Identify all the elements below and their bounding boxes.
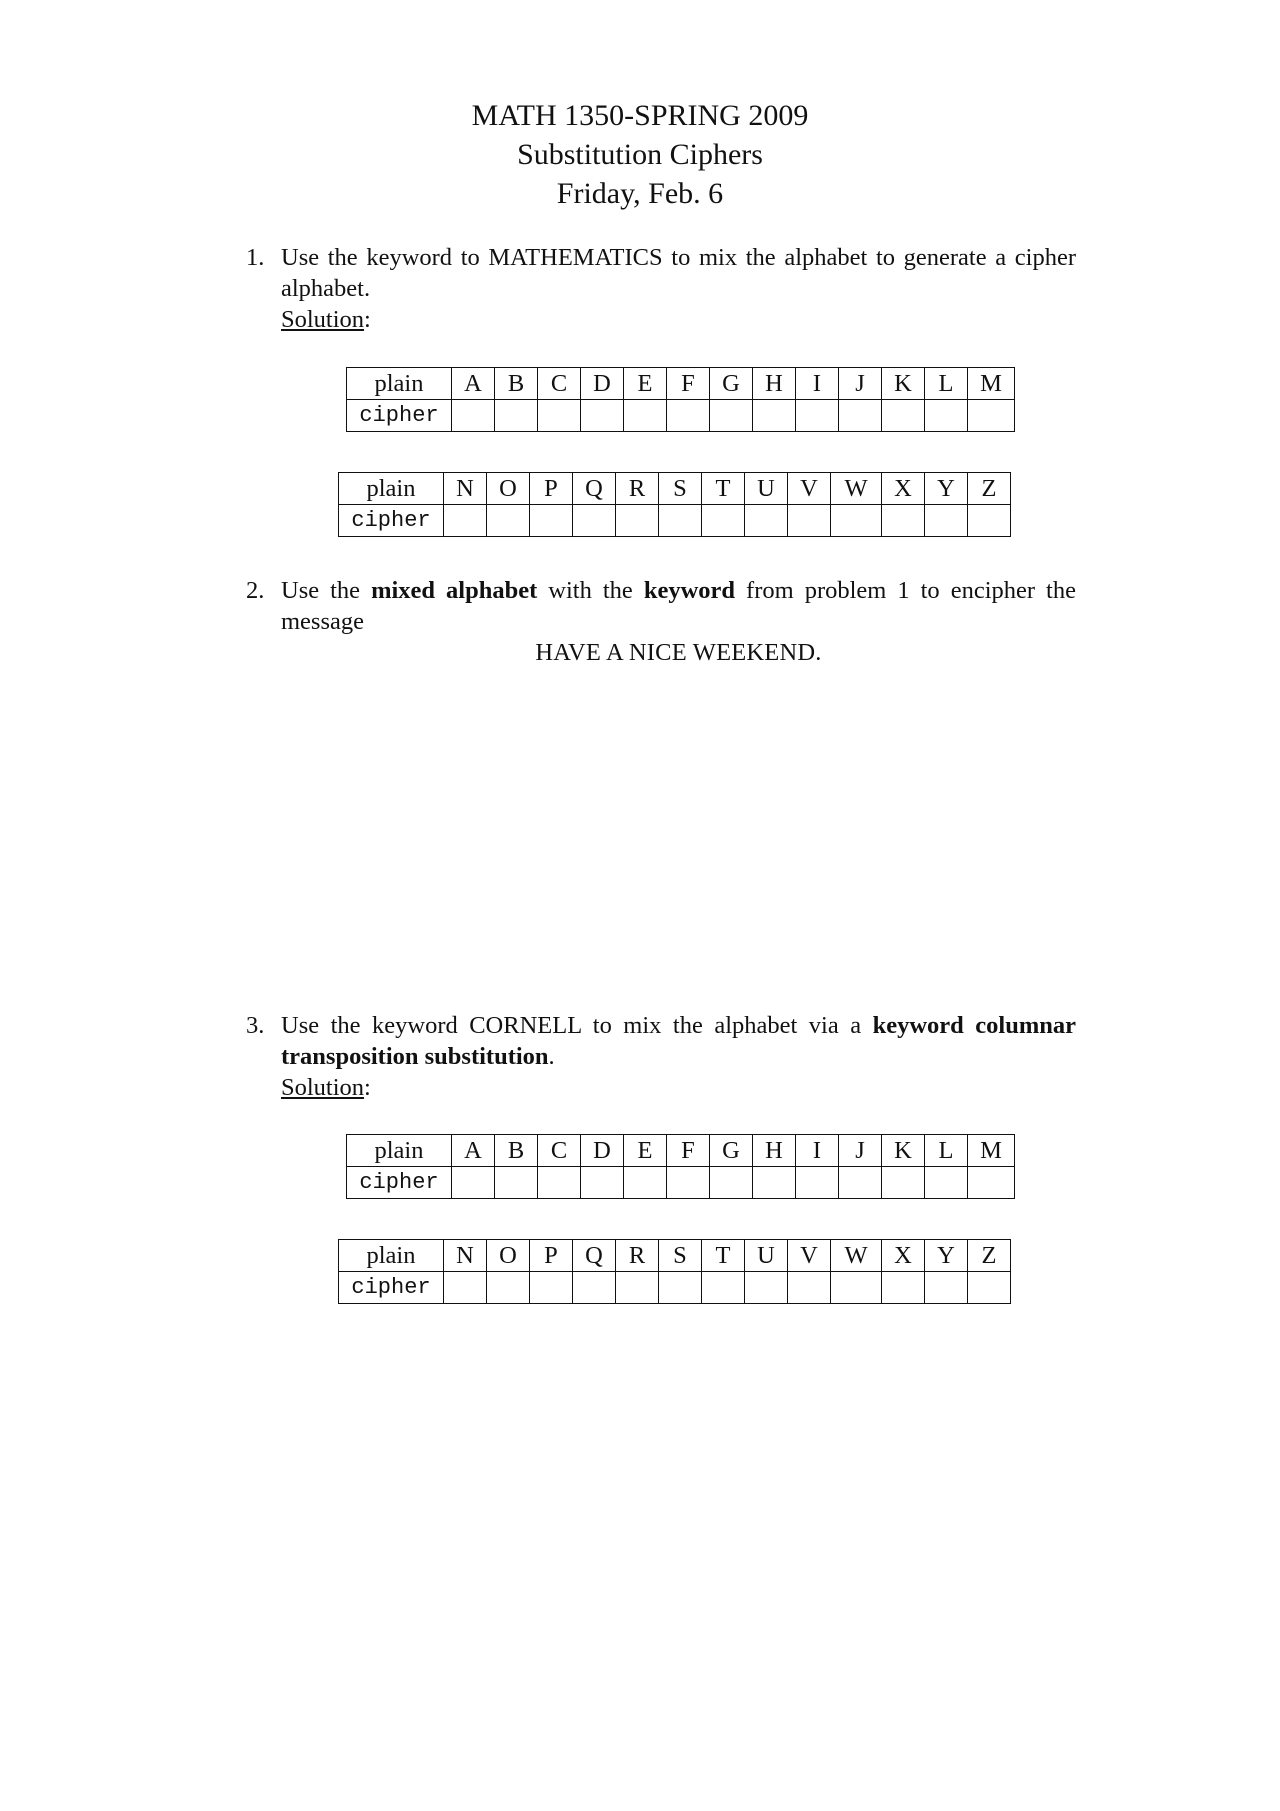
plain-letter: D: [581, 368, 624, 400]
plain-letter: I: [796, 1135, 839, 1167]
cipher-cell[interactable]: [624, 400, 667, 432]
cipher-cell[interactable]: [659, 1272, 702, 1304]
plain-letter: O: [487, 473, 530, 505]
plain-letter: Z: [968, 1240, 1011, 1272]
plain-letter: P: [530, 1240, 573, 1272]
solution-label: Solution: [281, 1074, 365, 1101]
plain-letter: I: [796, 368, 839, 400]
solution-label: Solution: [281, 306, 365, 333]
cipher-cell[interactable]: [581, 1167, 624, 1199]
cipher-cell[interactable]: [968, 1167, 1015, 1199]
problem-text: Use the keyword CORNELL to mix the alphabet via a: [281, 1012, 873, 1039]
cipher-cell[interactable]: [839, 400, 882, 432]
problem-text: Use the: [281, 577, 372, 604]
plain-letter: M: [968, 368, 1015, 400]
plain-letter: B: [495, 368, 538, 400]
cipher-table-n-z-1: [338, 472, 1011, 537]
cipher-table-a-m-3: [346, 1134, 1015, 1199]
plain-letter: H: [753, 1135, 796, 1167]
plain-letter: L: [925, 368, 968, 400]
plain-letter: T: [702, 473, 745, 505]
plain-letter: S: [659, 473, 702, 505]
page-title: [0, 96, 1280, 213]
plain-letter: W: [831, 473, 882, 505]
message-to-encipher: HAVE A NICE WEEKEND.: [535, 639, 822, 666]
cipher-cell[interactable]: [487, 505, 530, 537]
cipher-cell[interactable]: [753, 400, 796, 432]
plain-letter: L: [925, 1135, 968, 1167]
plain-letter: Y: [925, 1240, 968, 1272]
cipher-row: [347, 400, 1015, 432]
cipher-cell[interactable]: [538, 400, 581, 432]
plain-row: [339, 1240, 1011, 1272]
plain-letter: V: [788, 473, 831, 505]
plain-letter: N: [444, 473, 487, 505]
problem-text: with the: [537, 577, 644, 604]
cipher-cell[interactable]: [968, 400, 1015, 432]
plain-letter: F: [667, 368, 710, 400]
plain-letter: E: [624, 1135, 667, 1167]
bold-term: mixed alphabet: [371, 577, 538, 604]
problem-number: 1.: [246, 244, 265, 271]
cipher-cell[interactable]: [487, 1272, 530, 1304]
cipher-cell[interactable]: [444, 505, 487, 537]
topic-title: Substitution Ciphers: [517, 138, 763, 171]
cipher-cell[interactable]: [573, 505, 616, 537]
plain-letter: U: [745, 473, 788, 505]
row-label: cipher: [339, 505, 444, 537]
plain-letter: O: [487, 1240, 530, 1272]
cipher-cell[interactable]: [839, 1167, 882, 1199]
bold-term: keyword: [643, 577, 736, 604]
row-label: cipher: [339, 1272, 444, 1304]
plain-letter: T: [702, 1240, 745, 1272]
date-line: Friday, Feb. 6: [556, 177, 724, 210]
plain-letter: U: [745, 1240, 788, 1272]
plain-letter: F: [667, 1135, 710, 1167]
cipher-cell[interactable]: [753, 1167, 796, 1199]
cipher-cell[interactable]: [925, 505, 968, 537]
plain-letter: R: [616, 473, 659, 505]
plain-letter: B: [495, 1135, 538, 1167]
plain-letter: A: [452, 368, 495, 400]
cipher-cell[interactable]: [452, 1167, 495, 1199]
cipher-cell[interactable]: [882, 1167, 925, 1199]
cipher-cell[interactable]: [495, 400, 538, 432]
cipher-cell[interactable]: [581, 400, 624, 432]
cipher-row: [339, 505, 1011, 537]
cipher-cell[interactable]: [702, 505, 745, 537]
plain-letter: Z: [968, 473, 1011, 505]
cipher-cell[interactable]: [616, 505, 659, 537]
cipher-cell[interactable]: [745, 1272, 788, 1304]
problem-1: [246, 242, 1076, 335]
cipher-row: [339, 1272, 1011, 1304]
cipher-cell[interactable]: [573, 1272, 616, 1304]
cipher-cell[interactable]: [495, 1167, 538, 1199]
plain-letter: Q: [573, 473, 616, 505]
plain-letter: X: [882, 473, 925, 505]
solution-colon: :: [364, 1074, 371, 1101]
row-label: plain: [347, 1135, 452, 1167]
cipher-table-n-z-3: [338, 1239, 1011, 1304]
plain-letter: C: [538, 368, 581, 400]
cipher-cell[interactable]: [667, 1167, 710, 1199]
plain-letter: J: [839, 368, 882, 400]
plain-letter: Y: [925, 473, 968, 505]
cipher-cell[interactable]: [624, 1167, 667, 1199]
plain-letter: N: [444, 1240, 487, 1272]
cipher-cell[interactable]: [667, 400, 710, 432]
cipher-cell[interactable]: [925, 1167, 968, 1199]
cipher-cell[interactable]: [788, 1272, 831, 1304]
cipher-cell[interactable]: [710, 1167, 753, 1199]
row-label: plain: [339, 1240, 444, 1272]
plain-letter: C: [538, 1135, 581, 1167]
cipher-cell[interactable]: [831, 505, 882, 537]
cipher-table-a-m-1: [346, 367, 1015, 432]
plain-row: [347, 1135, 1015, 1167]
problem-number: 2.: [246, 577, 265, 604]
plain-letter: G: [710, 368, 753, 400]
problem-text: Use the keyword to MATHEMATICS to mix the alphabet to generate a cipher alphabet.: [281, 244, 1076, 302]
row-label: plain: [339, 473, 444, 505]
course-title: MATH 1350-SPRING 2009: [471, 99, 809, 132]
plain-letter: W: [831, 1240, 882, 1272]
plain-letter: S: [659, 1240, 702, 1272]
cipher-cell[interactable]: [530, 1272, 573, 1304]
plain-letter: H: [753, 368, 796, 400]
bold-term: keyword columnar transposition substitution: [281, 1012, 1076, 1070]
cipher-cell[interactable]: [745, 505, 788, 537]
plain-letter: X: [882, 1240, 925, 1272]
plain-row: [347, 368, 1015, 400]
plain-letter: R: [616, 1240, 659, 1272]
cipher-cell[interactable]: [831, 1272, 882, 1304]
cipher-row: [347, 1167, 1015, 1199]
cipher-cell[interactable]: [452, 400, 495, 432]
cipher-cell[interactable]: [530, 505, 573, 537]
plain-letter: A: [452, 1135, 495, 1167]
plain-letter: G: [710, 1135, 753, 1167]
problem-text: from problem 1 to encipher the message: [281, 577, 1076, 635]
problem-2: [246, 575, 1076, 668]
plain-letter: E: [624, 368, 667, 400]
cipher-cell[interactable]: [968, 1272, 1011, 1304]
cipher-cell[interactable]: [796, 1167, 839, 1199]
plain-letter: K: [882, 368, 925, 400]
row-label: cipher: [347, 400, 452, 432]
cipher-cell[interactable]: [882, 505, 925, 537]
plain-letter: K: [882, 1135, 925, 1167]
problem-number: 3.: [246, 1012, 265, 1039]
cipher-cell[interactable]: [925, 400, 968, 432]
row-label: plain: [347, 368, 452, 400]
solution-colon: :: [364, 306, 371, 333]
plain-letter: D: [581, 1135, 624, 1167]
cipher-cell[interactable]: [925, 1272, 968, 1304]
problem-3: [246, 1010, 1076, 1103]
plain-letter: V: [788, 1240, 831, 1272]
cipher-cell[interactable]: [788, 505, 831, 537]
problem-text: .: [548, 1043, 555, 1070]
cipher-cell[interactable]: [882, 1272, 925, 1304]
cipher-cell[interactable]: [702, 1272, 745, 1304]
cipher-cell[interactable]: [616, 1272, 659, 1304]
cipher-cell[interactable]: [882, 400, 925, 432]
plain-letter: M: [968, 1135, 1015, 1167]
plain-letter: P: [530, 473, 573, 505]
cipher-cell[interactable]: [968, 505, 1011, 537]
plain-letter: Q: [573, 1240, 616, 1272]
cipher-cell[interactable]: [710, 400, 753, 432]
cipher-cell[interactable]: [444, 1272, 487, 1304]
plain-letter: J: [839, 1135, 882, 1167]
cipher-cell[interactable]: [796, 400, 839, 432]
cipher-cell[interactable]: [659, 505, 702, 537]
row-label: cipher: [347, 1167, 452, 1199]
plain-row: [339, 473, 1011, 505]
cipher-cell[interactable]: [538, 1167, 581, 1199]
